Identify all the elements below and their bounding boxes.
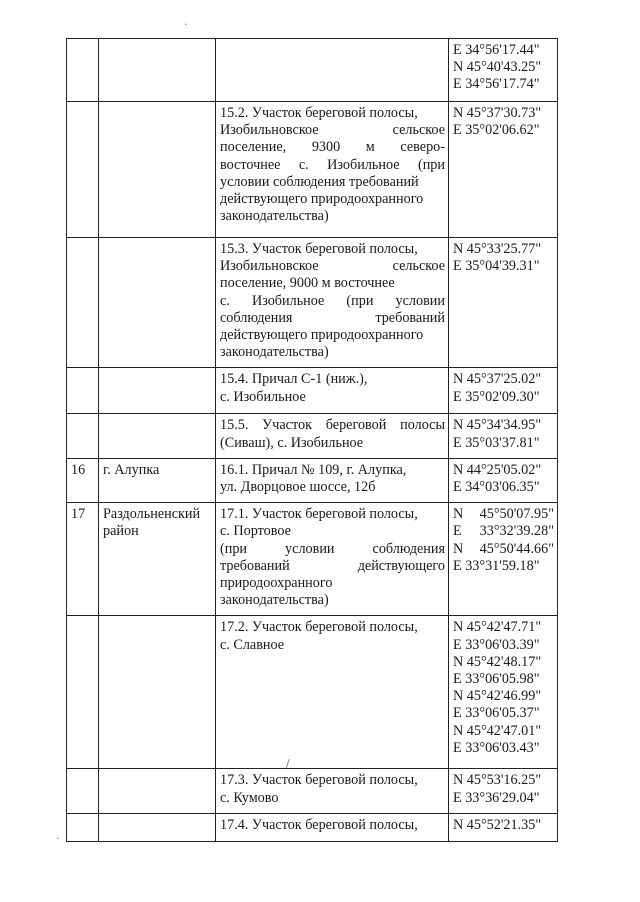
site-text-line: 17.1. Участок береговой полосы,: [220, 506, 418, 523]
site-cell: [216, 39, 449, 102]
coordinate: E 33°06'03.43": [453, 739, 540, 756]
row-number-cell: 16: [67, 458, 99, 502]
coordinate: E 35°03'37.81": [453, 434, 540, 451]
coordinates-cell: [449, 458, 558, 502]
row-number-cell: [67, 813, 99, 841]
coordinate: N 45°50'44.66": [453, 540, 554, 557]
coordinate: N 45°34'34.95": [453, 417, 542, 434]
locality-cell: [99, 102, 216, 238]
row-number-cell: [67, 616, 99, 769]
site-text-line: 15.4. Причал С-1 (ниж.),: [220, 371, 368, 388]
coordinate: N 45°53'16.25": [453, 772, 542, 789]
row-number-cell: [67, 102, 99, 238]
locality-cell: [99, 414, 216, 458]
row-number-cell: 17: [67, 503, 99, 616]
row-number-cell: [67, 368, 99, 414]
coordinate: E 35°04'39.31": [453, 258, 540, 275]
site-text-line: соблюдения требований: [220, 309, 445, 326]
coordinate: E 33°06'03.39": [453, 636, 540, 653]
site-text-line: с. Изобильное: [220, 388, 306, 405]
site-text-line: Изобильновское сельское: [220, 122, 445, 139]
coordinate: E 35°02'09.30": [453, 388, 540, 405]
coordinate: E 34°56'17.44": [453, 42, 540, 58]
site-cell: [216, 813, 449, 841]
site-text-line: законодательства): [220, 208, 329, 225]
coordinate: E 33°36'29.04": [453, 789, 540, 806]
site-text-line: 15.2. Участок береговой полосы,: [220, 105, 418, 121]
coordinate: N 45°50'07.95": [453, 506, 554, 523]
site-text-line: 17.4. Участок береговой полосы,: [220, 816, 418, 833]
site-text-line: (Сиваш), с. Изобильное: [220, 434, 364, 451]
coordinates-cell: [449, 39, 558, 102]
site-text-line: с. Изобильное (при условии: [220, 292, 445, 309]
coordinate: N 45°33'25.77": [453, 241, 542, 257]
table-row: [67, 769, 558, 813]
row-number-cell: [67, 414, 99, 458]
coordinate: N 45°42'48.17": [453, 653, 542, 670]
site-text-line: с. Портовое: [220, 523, 291, 540]
site-text-line: условии соблюдения требований: [220, 173, 419, 190]
site-cell: [216, 368, 449, 414]
table-row: [67, 616, 558, 769]
locality-cell: [99, 813, 216, 841]
site-text-line: природоохранного: [220, 575, 333, 592]
table-row: [67, 39, 558, 102]
coordinate: N 45°37'30.73": [453, 105, 542, 121]
site-text-line: действующего природоохранного: [220, 191, 424, 208]
coordinates-cell: [449, 503, 558, 616]
site-text-line: 16.1. Причал № 109, г. Алупка,: [220, 461, 407, 478]
coordinate: N 45°40'43.25": [453, 59, 542, 76]
coordinate: N 45°42'47.01": [453, 722, 542, 739]
site-text-line: действующего природоохранного: [220, 327, 424, 344]
table-row: [67, 813, 558, 841]
row-number-cell: [67, 769, 99, 813]
coordinate: E 35°02'06.62": [453, 122, 540, 139]
coordinate: E 34°56'17.74": [453, 76, 540, 93]
coordinate: E 33°06'05.37": [453, 705, 540, 722]
locality-cell: [99, 238, 216, 368]
coordinates-cell: [449, 414, 558, 458]
site-text-line: ул. Дворцовое шоссе, 12б: [220, 479, 376, 496]
site-text-line: восточнее с. Изобильное (при: [220, 156, 445, 173]
locality-cell: [99, 769, 216, 813]
site-text-line: 15.5. Участок береговой полосы: [220, 417, 445, 434]
table-row: [67, 238, 558, 368]
coordinates-cell: [449, 616, 558, 769]
site-text-line: 15.3. Участок береговой полосы,: [220, 241, 418, 257]
locality-cell: г. Алупка: [99, 458, 216, 502]
coordinate: E 33°31'59.18": [453, 557, 540, 574]
coordinate: N 45°37'25.02": [453, 371, 542, 388]
coordinates-cell: [449, 769, 558, 813]
locality-cell: [99, 39, 216, 102]
coordinate: E 34°03'06.35": [453, 479, 540, 496]
site-text-line: требований действующего: [220, 557, 445, 574]
site-cell: [216, 616, 449, 769]
locality-cell: Раздольненский район: [99, 503, 216, 616]
locality-cell: [99, 368, 216, 414]
site-cell: [216, 102, 449, 238]
table-row: [67, 414, 558, 458]
table-row: [67, 503, 558, 616]
table-row: [67, 102, 558, 238]
site-text-line: законодательства): [220, 592, 329, 609]
row-number-cell: [67, 39, 99, 102]
locality-cell: [99, 616, 216, 769]
coordinate: N 44°25'05.02": [453, 461, 542, 478]
table-row: [67, 368, 558, 414]
coordinates-cell: [449, 368, 558, 414]
site-cell: [216, 414, 449, 458]
site-text-line: с. Кумово: [220, 789, 279, 806]
coordinates-cell: [449, 102, 558, 238]
site-cell: [216, 238, 449, 368]
site-text-line: законодательства): [220, 344, 329, 361]
coordinate: N 45°42'46.99": [453, 688, 542, 705]
site-text-line: 17.2. Участок береговой полосы,: [220, 619, 418, 636]
site-text-line: поселение, 9300 м северо-: [220, 139, 445, 156]
table-row: [67, 458, 558, 502]
row-number-cell: [67, 238, 99, 368]
site-cell: [216, 458, 449, 502]
coordinate: E 33°32'39.28": [453, 523, 554, 540]
site-text-line: поселение, 9000 м восточнее: [220, 275, 395, 292]
site-text-line: 17.3. Участок береговой полосы,: [220, 772, 418, 789]
registry-table: [66, 38, 558, 842]
site-text-line: с. Славное: [220, 636, 285, 653]
coordinates-cell: [449, 813, 558, 841]
site-cell: [216, 769, 449, 813]
coordinate: N 45°42'47.71": [453, 619, 542, 636]
site-text-line: (при условии соблюдения: [220, 540, 445, 557]
site-text-line: Изобильновское сельское: [220, 258, 445, 275]
coordinate: E 33°06'05.98": [453, 671, 540, 688]
coordinate: N 45°52'21.35": [453, 816, 542, 833]
site-cell: [216, 503, 449, 616]
coordinates-cell: [449, 238, 558, 368]
